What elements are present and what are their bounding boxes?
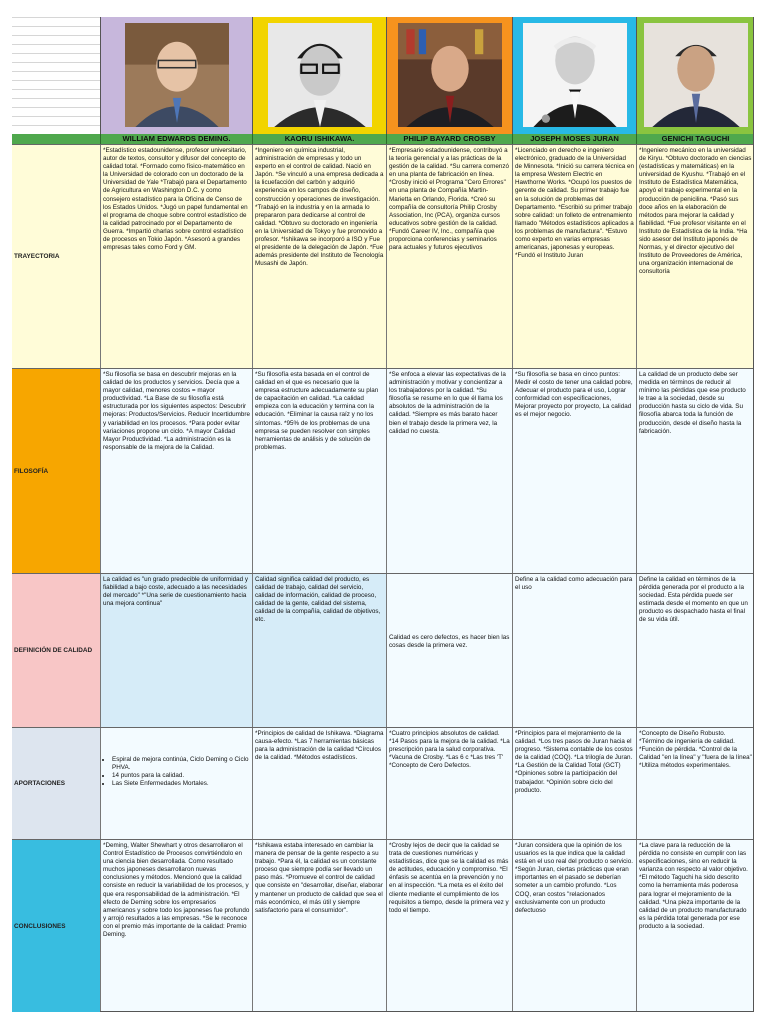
header-juran: JOSEPH MOSES JURAN (512, 134, 636, 144)
row-label: DEFINICIÓN DE CALIDAD (12, 574, 100, 727)
list-item: • Las Siete Enfermedades Mortales. (112, 780, 250, 788)
portrait-ishikawa (268, 23, 372, 127)
list-item: • 14 puntos para la calidad. (112, 772, 250, 780)
photo-row (12, 17, 754, 134)
conclusiones-ishikawa: *Ishikawa estaba interesado en cambiar la manera de pensar de la gente respecto a su trabajo. *Para él, la calidad es un constante proceso que siempre podía ser llevado un paso más. *Promueve el control de calidad que consiste en "desarrollar, diseñar, elaborar y mantener un producto de calidad que sea el más económico, el más útil y siempre satisfactorio para el consumidor". (252, 840, 386, 1012)
definicion-juran: Define a la calidad como adecuación para el uso (512, 574, 636, 727)
header-taguchi: GENICHI TAGUCHI (636, 134, 754, 144)
trayectoria-crosby: *Empresario estadounidense, contribuyó a la teoría gerencial y a las prácticas de la gestión de la calidad. *Su carrera comenzó en una planta de fabricación en línea. *Crosby inició el Programa "Cero Errores" en una planta de Compañía Martin-Marietta en Orlando, Florida. *Creó su compañía de consultoría Philip Crosby Association, Inc (PCA), organiza cursos educativos sobre gestión de la calidad. *Fundó Career IV, Inc., compañía que proporciona conferencias y seminarios para actuales y futuros ejecutivos (386, 145, 512, 368)
portrait-juran (523, 23, 627, 127)
row-label: APORTACIONES (12, 728, 100, 839)
conclusiones-crosby: *Crosby lejos de decir que la calidad se trata de cuestiones numéricas y estadísticas, dice que se la calidad es más de actitudes, educación y compromiso. *El énfasis se acentúa en la prevención y no en al inspección. *La meta es el éxito del cliente mediante el cumplimiento de los requisitos a tiempo, desde la primera vez y todo el tiempo. (386, 840, 512, 1012)
header-row (12, 134, 754, 144)
header-ishikawa: KAORU ISHIKAWA. (252, 134, 386, 144)
aportaciones-deming (100, 728, 252, 839)
filosofia-deming: *Su filosofía se basa en descubrir mejoras en la calidad de los productos y servicios. Decía que a mayor calidad, menores costos = mayor productividad. *La Base de su filosofía está estructurada por los siguientes aspectos: Descubrir mejoras: Productos/Servicios. Reducir Incertidumbre y variabilidad en los procesos. *Para poder evitar variaciones propone un ciclo. *A mayor Calidad Mayor Productividad. *La administración es la responsable de la mejora de la Calidad. (100, 369, 252, 573)
trayectoria-taguchi: *Ingeniero mecánico en la universidad de Kiryu. *Obtuvo doctorado en ciencias (estadísticas y matemáticas) en la universidad de Kyushu. *Trabajó en el Instituto de Estadística Matemática, apoyó el trabajo experimental en la producción de penicilina. *Pasó sus doce años en la elaboración de métodos para mejorar la calidad y fiabilidad. *Fue profesor visitante en el Instituto de Estadística de la India. *Ha sido asesor del Instituto japonés de Normas, y el director ejecutivo del Instituto de Proveedores de América, una organización internacional de consultoría (636, 145, 754, 368)
row-aportaciones (12, 727, 754, 839)
portrait-crosby (398, 23, 502, 127)
aportaciones-ishikawa: *Principios de calidad de Ishikawa. *Diagrama causa-efecto. *Las 7 herramientas básicas para la administración de la calidad *Círculos de la calidad. *Métodos estadísticos. (252, 728, 386, 839)
row-label: TRAYECTORIA (12, 145, 100, 368)
aportaciones-juran: *Principios para el mejoramiento de la calidad. *Los tres pasos de Juran hacia el progreso. *Sistema contable de los costos de la calidad (COQ). *La trilogía de Juran. *La Gestión de la Calidad Total (GCT) *Opiniones sobre la participación del trabajador. *Opinión sobre ciclo del producto. (512, 728, 636, 839)
spreadsheet-grid (12, 17, 101, 134)
photo-cell-deming (100, 17, 252, 134)
row-conclusiones (12, 839, 754, 1012)
definicion-taguchi: Define la calidad en términos de la pérdida generada por el producto a la sociedad. Esta pérdida puede ser estimada desde el momento en que un producto es despachado hasta el final de su vida útil. (636, 574, 754, 727)
photo-cell-crosby (386, 17, 512, 134)
filosofia-juran: *Su filosofía se basa en cinco puntos: Medir el costo de tener una calidad pobre, Adecuar el producto para el uso, Lograr conformidad con especificaciones, Mejorar proyecto por proyecto, La calidad es el mejor negocio. (512, 369, 636, 573)
filosofia-ishikawa: *Su filosofía esta basada en el control de calidad en el que es necesario que la empresa estructure adecuadamente su plan de capacitación en calidad. *La calidad empieza con la educación y termina con la educación. *Eliminar la causa raíz y no los síntomas. *95% de los problemas de una empresa se pueden resolver con simples herramientas de análisis y de solución de problemas. (252, 369, 386, 573)
photo-cell-juran (512, 17, 636, 134)
aportaciones-crosby: *Cuatro principios absolutos de calidad. *14 Pasos para la mejora de la calidad. *La prescripción para la salud corporativa. *Vacuna de Crosby. *Las 6 c *Las tres 'T' *Concepto de Cero Defectos. (386, 728, 512, 839)
definicion-deming: La calidad es "un grado predecible de uniformidad y fiabilidad a bajo coste, adecuado a las necesidades del mercado" *"Una serie de cuestionamiento hacia una mejora continua" (100, 574, 252, 727)
definicion-crosby: Calidad es cero defectos, es hacer bien las cosas desde la primera vez. (386, 574, 512, 727)
conclusiones-taguchi: *La clave para la reducción de la pérdida no consiste en cumplir con las especificaciones, sino en reducir la varianza con respecto al valor objetivo. *El método Taguchi ha sido descrito como la herramienta más poderosa para lograr el mejoramiento de la calidad. *Una pieza importante de la calidad de un producto manufacturado es la pérdida total generada por ese producto a la sociedad. (636, 840, 754, 1012)
portrait-deming (125, 23, 229, 127)
header-deming: WILLIAM EDWARDS DEMING. (100, 134, 252, 144)
portrait-taguchi (644, 23, 748, 127)
conclusiones-juran: *Juran considera que la opinión de los usuarios es la que indica que la calidad está en el uso real del producto o servicio. *Según Juran, ciertas prácticas que eran importantes en el pasado se deberían someter a un cambio profundo. *Los COQ, eran costos "relacionados exclusivamente con un producto defectuoso (512, 840, 636, 1012)
list-item: • Espiral de mejora continúa, Ciclo Deming o Ciclo PHVA. (112, 756, 250, 772)
aportaciones-taguchi: *Concepto de Diseño Robusto. *Término de ingeniería de calidad. *Función de pérdida. *Control de la Calidad "en la línea" y "fuera de la línea" *Utiliza métodos experimentales. (636, 728, 754, 839)
row-label: CONCLUSIONES (12, 840, 100, 1012)
filosofia-crosby: *Se enfoca a elevar las expectativas de la administración y motivar y concientizar a los trabajadores por la calidad. *Su filosofía se resume en lo que él llama los absolutos de la administración de la calidad. *Siempre es más barato hacer bien el trabajo desde la primera vez, la calidad no cuesta. (386, 369, 512, 573)
filosofia-taguchi: La calidad de un producto debe ser medida en términos de reducir al mínimo las pérdidas que ese producto le trae a la sociedad, desde su producción hasta su ciclo de vida. Su filosofía abarca toda la función de producción, desde el diseño hasta la fabricación. (636, 369, 754, 573)
row-filosofia (12, 368, 754, 573)
conclusiones-deming: *Deming, Walter Shewhart y otros desarrollaron el Control Estadístico de Procesos convirtiéndolo en una ciencia bien desarrollada. Como resultado muchos japoneses desarrollaron nuevas conclusiones y métodos. Mencionó que la calidad consiste en reducir la variabilidad de los procesos, y que era responsabilidad de la administración. *El efecto de Deming sobre los empresarios americanos y sobre todo los japoneses fue profundo y arrojó resultados a las empresas. *Se le reconoce con el premio más importante de la calidad: Premio Deming. (100, 840, 252, 1012)
definicion-ishikawa: Calidad significa calidad del producto, es calidad de trabajo, calidad del servicio, calidad de información, calidad de proceso, calidad de la gente, calidad del sistema, calidad de la compañía, calidad de objetivos, etc. (252, 574, 386, 727)
photo-cell-taguchi (636, 17, 754, 134)
row-trayectoria (12, 144, 754, 368)
trayectoria-juran: *Licenciado en derecho e ingeniero electrónico, graduado de la Universidad de Minnesota. *Inició su carrera técnica en la empresa Western Electric en Hawthorne Works. *Ocupó los puestos de gerente de calidad. Su primer trabajo fue en la solución de problemas del Departamento. *Escribió su primer trabajo sobre calidad: un folleto de entrenamiento llamado "Métodos estadísticos aplicados a los problemas de manufactura". *Estuvo como experto en varias empresas americanas, japonesas y europeas. *Fundó el Instituto Juran (512, 145, 636, 368)
row-definicion (12, 573, 754, 727)
header-crosby: PHILIP BAYARD CROSBY (386, 134, 512, 144)
trayectoria-deming: *Estadístico estadounidense, profesor universitario, autor de textos, consultor y difusor del concepto de calidad total. *Formado como físico-matemático en la Universidad de colorado con un doctorado de la Universidad de Yale *Trabajó para el Departamento de Agricultura en Washington D.C. y como consejero estadístico para la Oficina de Censo de los Estados Unidos. *Jugó un papel fundamental en el programa de choque sobre control estadístico de la calidad patrocinado por el Departamento de Guerra. *Impartió charlas sobre control estadístico de procesos en Tokio Japón. *Asesoró a grandes empresas tales como Ford y GM. (100, 145, 252, 368)
row-label: FILOSOFÍA (12, 369, 100, 573)
photo-cell-ishikawa (252, 17, 386, 134)
deming-aportaciones-list (103, 756, 250, 788)
trayectoria-ishikawa: *Ingeniero en química industrial, administración de empresas y todo un experto en el control de calidad. Nació en Japón. *Se vinculó a una empresa dedicada a la licuefacción del carbón y adquirió experiencia en los campos de diseño, construcción y operaciones de investigación. *Trabajó en la industria y en la armada lo prepararon para dedicarse al control de calidad. *Obtuvo su doctorado en ingeniería en la Universidad de Tokyo y fue promovido a profesor. *Ishikawa se incorporó a ISO y Fue el presidente de la delegación de Japón. *Fue además presidente del Instituto de Tecnología Musashi de Japón. (252, 145, 386, 368)
quality-gurus-table (12, 17, 754, 1012)
